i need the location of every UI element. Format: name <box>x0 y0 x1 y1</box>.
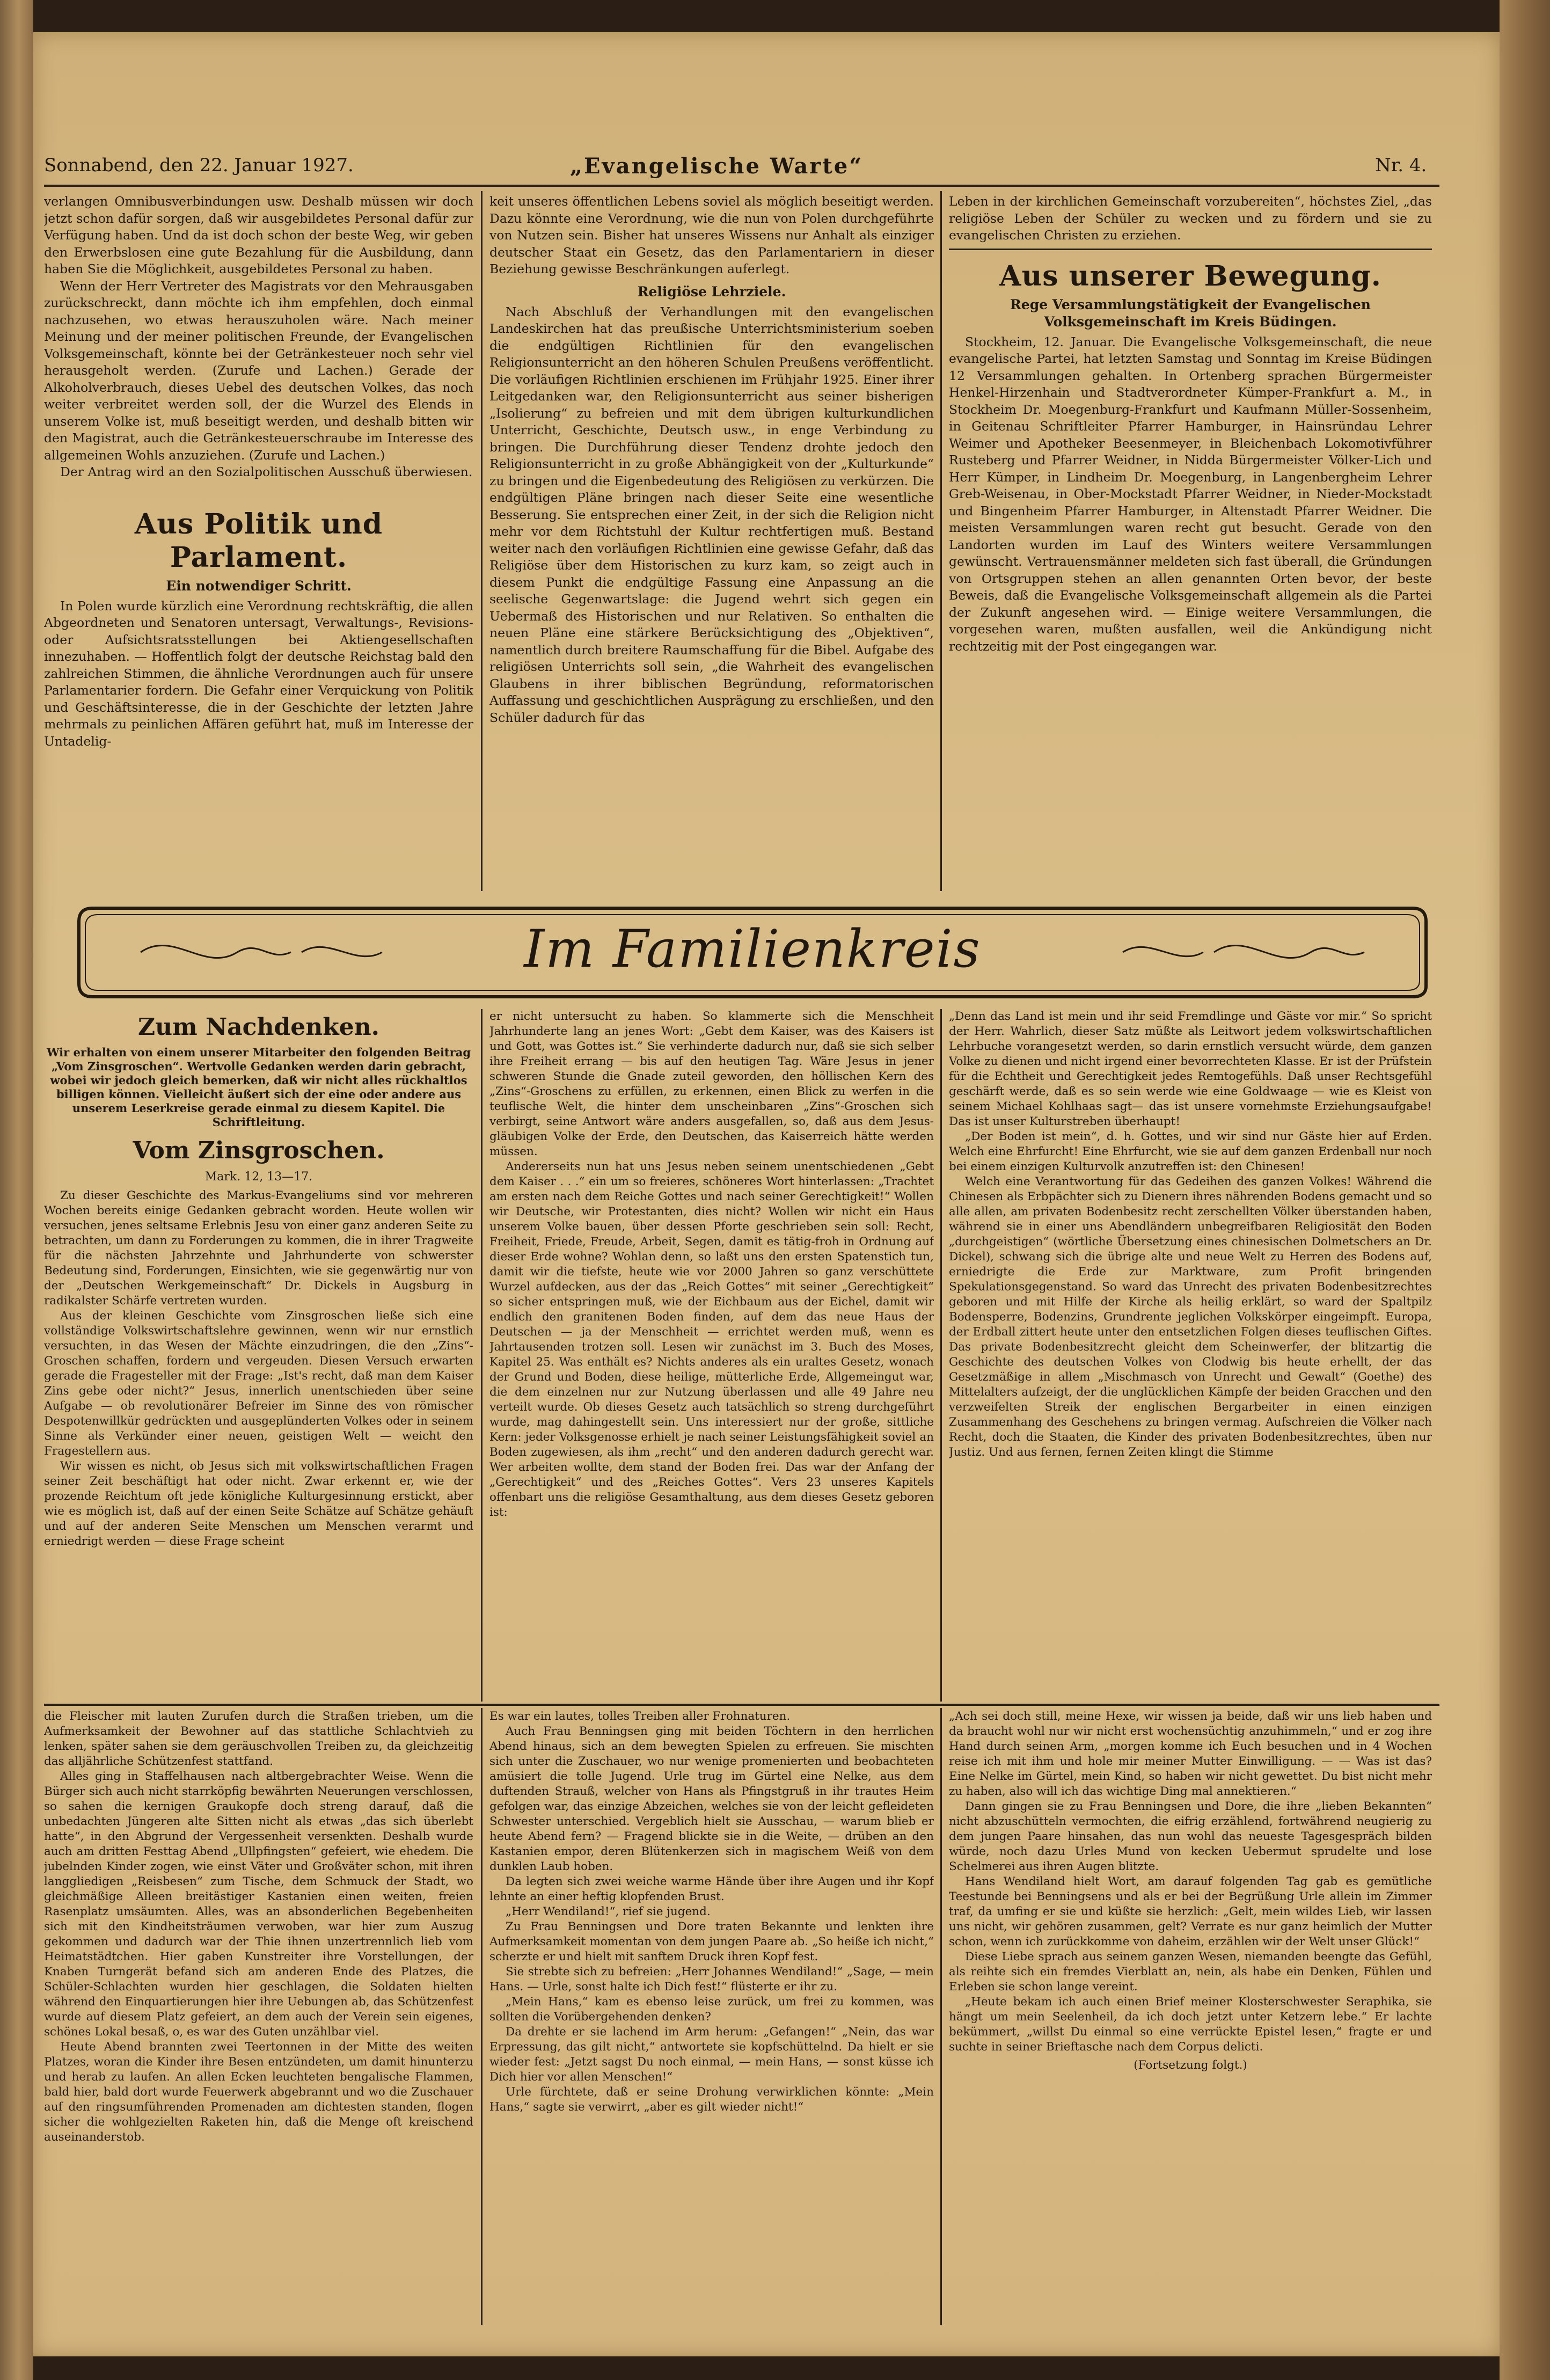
section-rule <box>44 1704 1439 1706</box>
scripture-reference: Mark. 12, 13—17. <box>204 1170 313 1184</box>
family-column-1 <box>44 1009 473 1702</box>
editor-note: Wir erhalten von einem unserer Mitarbeiter den folgenden Beitrag „Vom Zinsgroschen“. Wertvolle Gedanken werden darin gebracht, wobei wir jedoch gleich bemerken, daß wir nicht alles rückhaltlos billigen können. Vielleicht äußert sich der eine oder andere aus unserem Leserkreise gerade einmal zu diesem Kapitel. Die Schriftleitung. <box>46 1046 471 1129</box>
serial-column-1 <box>44 1709 473 2326</box>
paragraph: Auch Frau Benningsen ging mit beiden Töchtern in den herrlichen Abend hinaus, sich an dem bewegten Spielen zu erfreuen. Sie mischten sich unter die Zuschauer, wo nur wenige promenierten und beobachteten amüsiert die tolle Jugend. Urle trug im Gürtel eine Nelke, aus dem duftenden Strauß, welcher von Hans als Pfingstgruß in ihr trautes Heim gefolgen war, das einzige Abzeichen, welches sie von der leicht gefleideten Schwester unterschied. Vergeblich hielt sie Ausschau, — warum blieb er heute Abend fern? — Fragend blickte sie in die Weite, — drüben an den Kastanien empor, deren Blütenkerzen sich in magischem Weiß von dem dunklen Laub hoben. <box>489 1725 934 1873</box>
article-title: Vom Zinsgroschen. <box>133 1137 385 1164</box>
column-rule <box>940 191 942 891</box>
column-rule <box>940 1708 942 2325</box>
paragraph: keit unseres öffentlichen Lebens soviel als möglich beseitigt werden. Dazu könnte eine Verordnung, wie die nun von Polen durchgeführte von Nutzen sein. Bisher hat unseres Wissens nur Anhalt als einziger deutscher Staat ein Gesetz, das den Parlamentariern in dieser Beziehung gewisse Beschränkungen auferlegt. <box>489 194 934 276</box>
paragraph: Sie strebte sich zu befreien: „Herr Johannes Wendiland!“ „Sage, — mein Hans. — Urle, sonst halte ich Dich fest!“ flüsterte er ihr zu. <box>489 1965 934 1994</box>
column-rule <box>481 191 482 891</box>
paragraph: Andererseits nun hat uns Jesus neben seinem unentschiedenen „Gebt dem Kaiser . . .“ ein um so freieres, schöneres Wort hinterlassen: „Trachtet am ersten nach dem Reiche Gottes und nach seiner Gerechtigkeit!“ Wollen wir Deutsche, wir Protestanten, dies nicht? Wollen wir nicht ein Haus unserem Volke bauen, über dessen Pforte geschrieben sein soll: Recht, Freiheit, Friede, Freude, Arbeit, Segen, damit es tätig-froh in Ordnung auf dieser Erde wohne? Wohlan denn, so laßt uns den ersten Spatenstich tun, damit wir die tiefste, heute wie vor 2000 Jahren so ganz verschüttete Wurzel aufdecken, aus der das „Reich Gottes“ mit seiner „Gerechtigkeit“ so sicher entspringen muß, wie der Eichbaum aus der Eichel, damit wir endlich den granitenen Boden finden, auf dem das neue Haus der Deutschen — ja der Menschheit — errichtet werden muß, wenn es Jahrtausenden trotzen soll. Lesen wir zunächst im 3. Buch des Moses, Kapitel 25. Was enthält es? Nichts anderes als ein uraltes Gesetz, wonach der Grund und Boden, diese heilige, mütterliche Erde, Allgemeingut war, die dem einzelnen nur zur Nutzung überlassen und alle 49 Jahre neu verteilt wurde. Ob dieses Gesetz auch tatsächlich so streng durchgeführt wurde, mag dahingestellt sein. Uns interessiert nur der große, sittliche Kern: jeder Volksgenosse erhielt je nach seiner Leistungsfähigkeit soviel an Boden zugewiesen, als ihm „recht“ und den anderen dadurch gerecht war. Wer arbeiten wollte, dem stand der Boden frei. Das war der Anfang der „Gerechtigkeit“ und des „Reiches Gottes“. Vers 23 unseres Kapitels offenbart uns die religiöse Gesamthaltung, aus dem dieses Gesetz geboren ist: <box>489 1160 934 1519</box>
subheading: Religiöse Lehrziele. <box>637 283 786 300</box>
top-column-3 <box>949 193 1432 891</box>
paragraph: Zu dieser Geschichte des Markus-Evangeliums sind vor mehreren Wochen bereits einige Gedanken gebracht worden. Heute wollen wir versuchen, jenes seltsame Erlebnis Jesu von einer ganz anderen Seite zu betrachten, um dann zu Forderungen zu kommen, die in ihrer Tragweite für die nächsten Jahrzehnte und Jahrhunderte von schwerster Bedeutung sind, Forderungen, Einsichten, wie sie gegenwärtig nur von der „Deutschen Werkgemeinschaft“ Dr. Dickels in Augsburg in radikalster Schärfe vertreten wurden. <box>44 1189 473 1308</box>
book-spine-edge <box>1500 0 1550 2380</box>
paragraph: Urle fürchtete, daß er seine Drohung verwirklichen könnte: „Mein Hans,“ sagte sie verwirrt, „aber es gilt wieder nicht!“ <box>489 2085 934 2114</box>
paragraph: er nicht untersucht zu haben. So klammerte sich die Menschheit Jahrhunderte lang an jenes Wort: „Gebt dem Kaiser, was des Kaisers ist und Gott, was Gottes ist.“ Sie verhinderte dadurch nur, daß sie sich selber ihre Freiheit errang — bis auf den heutigen Tag. Wäre Jesus in jener schweren Stunde die Gnade zuteil geworden, den höllischen Kern des „Zins“-Groschens zu erfüllen, zu erkennen, einen Blick zu werfen in die teuflische Welt, die hinter dem unscheinbaren „Zins“-Groschen sich verbirgt, seine Antwort wäre anders ausgefallen, so, daß aus dem Jesus-gläubigen Volke der Erde, den Deutschen, das Kaiserreich hätte werden müssen. <box>489 1010 934 1158</box>
paragraph: Der Antrag wird an den Sozialpolitischen Ausschuß überwiesen. <box>60 464 473 479</box>
paragraph: „Mein Hans,“ kam es ebenso leise zurück, um frei zu kommen, was sollten die Vorübergehenden denken? <box>489 1995 934 2024</box>
newspaper-page <box>33 32 1500 2356</box>
paragraph: „Der Boden ist mein“, d. h. Gottes, und wir sind nur Gäste hier auf Erden. Welch eine Ehrfurcht! Eine Ehrfurcht, wie sie auf dem ganzen Erdenball nur noch bei einem einzigen Kulturvolk anzutreffen ist: den Chinesen! <box>949 1130 1432 1173</box>
header-rule <box>44 185 1439 187</box>
section-title: Aus unserer Bewegung. <box>999 259 1381 293</box>
paragraph: Da drehte er sie lachend im Arm herum: „Gefangen!“ „Nein, das war Erpressung, das gilt nicht,“ antwortete sie kopfschüttelnd. Da hielt er sie wieder fest: „Jetzt sagst Du noch einmal, — mein Hans, — sonst küsse ich Dich hier vor allen Menschen!“ <box>489 2025 934 2084</box>
section-title: Aus Politik und Parlament. <box>134 507 383 574</box>
section-subtitle: Ein notwendiger Schritt. <box>166 578 352 594</box>
column-rule <box>940 1009 942 1702</box>
paragraph: Wenn der Herr Vertreter des Magistrats vor den Mehrausgaben zurückschreckt, dann möchte ich ihm empfehlen, doch einmal nachzusehen, wo etwas herauszuholen wäre. Nach meiner Meinung und der meiner politischen Freunde, der Evangelischen Volksgemeinschaft, könnte bei der Getränkesteuer noch sehr viel herausgeholt werden. (Zurufe und Lachen.) Gerade der Alkoholverbrauch, dieses Uebel des deutschen Volkes, das noch weiter verbreitet werden soll, der die Wurzel des Elends in unserem Volke ist, muß beseitigt werden, und deshalb bitten wir den Magistrat, auch die Getränkesteuerschraube im Interesse des allgemeinen Wohls anzuziehen. (Zurufe und Lachen.) <box>44 278 473 463</box>
header-date: Sonnabend, den 22. Januar 1927. <box>44 155 354 176</box>
paragraph: Da legten sich zwei weiche warme Hände über ihre Augen und ihr Kopf lehnte an einer heftig klopfenden Brust. <box>489 1875 934 1903</box>
paragraph: Nach Abschluß der Verhandlungen mit den evangelischen Landeskirchen hat das preußische Unterrichtsministerium soeben die endgültigen Richtlinien für den evangelischen Religionsunterricht an den höheren Schulen Preußens veröffentlicht. Die vorläufigen Richtlinien erschienen im Frühjahr 1925. Einer ihrer Leitgedanken war, den Religionsunterricht aus seiner bisherigen „Isolierung“ zu befreien und mit dem übrigen kulturkundlichen Unterricht, Geschichte, Deutsch usw., in enge Verbindung zu bringen. Die Durchführung dieser Tendenz drohte jedoch den Religionsunterricht in zu große Abhängigkeit von der „Kulturkunde“ zu bringen und die Eigenbedeutung des Religiösen zu verkürzen. Die endgültigen Pläne bringen nach dieser Seite eine wesentliche Besserung. Sie entsprechen einer Zeit, in der sich die Religion nicht mehr vor dem Richtstuhl der Kultur rechtfertigen muß. Bestand weiter nach den vorläufigen Richtlinien eine gewisse Gefahr, daß das Religiöse über dem Historischen zu kurz kam, so zeigt auch in diesem Punkt die endgültige Fassung eine Anpassung an die seelische Gegenwartslage: die Jugend wehrt sich gegen ein Uebermaß des Historischen und nur Relativen. So enthalten die neuen Pläne eine stärkere Berücksichtigung des „Objektiven“, namentlich durch breitere Raumschaffung für die Bibel. Aufgabe des religiösen Unterrichts soll sein, „die Wahrheit des evangelischen Glaubens in ihrer biblischen Begründung, reformatorischen Auffassung und geschichtlichen Ausprägung zu erschließen, und den Schüler dadurch für das <box>489 304 934 725</box>
family-title: Im Familienkreis <box>524 919 981 979</box>
continuation-note: (Fortsetzung folgt.) <box>1134 2058 1247 2072</box>
paragraph: Alles ging in Staffelhausen nach altbergebrachter Weise. Wenn die Bürger sich auch nicht starrköpfig bewährten Neuerungen verschlossen, so sahen die kernigen Graukopfe doch streng darauf, daß die unbedachten Jüngeren alte Sitten nicht als etwas „das sich überlebt hatte“, in den Abgrund der Vergessenheit versenkten. Deshalb wurde auch am dritten Festtag Abend „Ullpfingsten“ gefeiert, wie ehedem. Die jubelnden Kinder zogen, wie einst Väter und Großväter schon, mit ihren langgliedigen „Reisbesen“ zum Tische, dem Schmuck der Stadt, wo gleichmäßige Alleen breitästiger Kastanien einen weiten, freien Rasenplatz umsäumten. Alles, was an absonderlichen Begebenheiten sich mit den Kindheitsträumen verwoben, war hier zum Auszug gekommen und dadurch war der Thie ihnen unzertrennlich lieb vom Heimatstädtchen. Hier gaben Kunstreiter ihre Vorstellungen, der Knaben Turngerät befand sich am anderen Ende des Platzes, die Schüler-Schlachten wurden hier geschlagen, die Soldaten hielten während den Einquartierungen hier ihre Uebungen ab, das Schützenfest wurde auf diesem Platz gefeiert, an dem auch der Verein sein eigenes, schönes Lokal besaß, o, es war des Guten unzählbar viel. <box>44 1770 473 2039</box>
article-title: Zum Nachdenken. <box>137 1013 380 1041</box>
family-banner <box>76 897 1429 1005</box>
paragraph: Aus der kleinen Geschichte vom Zinsgroschen ließe sich eine vollständige Volkswirtschaftslehre gewinnen, wenn wir nur ernstlich versuchten, in das Wesen der Mächte einzudringen, die den „Zins“-Groschen schaffen, fordern und vergeuden. Diesen Versuch erwarten gerade die Fragesteller mit der Frage: „Ist's recht, daß man dem Kaiser Zins gebe oder nicht?“ Jesus, innerlich unentschieden über seine Aufgabe — ob revolutionärer Befreier im Sinne des von römischer Despotenwillkür gedrückten und ausgeplünderten Volkes oder in seinem Sinne als Verkünder einer neuen, geistigen Welt — weicht den Fragestellern aus. <box>44 1309 473 1458</box>
paragraph: In Polen wurde kürzlich eine Verordnung rechtskräftig, die allen Abgeordneten und Senatoren untersagt, Verwaltungs-, Revisions- oder Aufsichtsratsstellungen bei Aktiengesellschaften innezuhaben. — Hoffentlich folgt der deutsche Reichstag bald den zahlreichen Stimmen, die ähnliche Verordnungen auch für unsere Parlamentarier fordern. Die Gefahr einer Verquickung von Politik und Geschäftsinteresse, die in der Geschichte der letzten Jahre mehrmals zu peinlichen Affären geführt hat, muß im Interesse der Untadelig- <box>44 598 473 749</box>
family-column-3 <box>949 1009 1432 1702</box>
previous-page-edge <box>0 0 33 2380</box>
header-issue: Nr. 4. <box>1375 155 1427 176</box>
paragraph: Es war ein lautes, tolles Treiben aller Frohnaturen. <box>489 1710 791 1723</box>
paragraph: „Ach sei doch still, meine Hexe, wir wissen ja beide, daß wir uns lieb haben und da braucht wohl nur wir nicht erst wochensüchtig anzuhimmeln,“ und er zog ihre Hand durch seinen Arm, „morgen komme ich Euch besuchen und in 4 Wochen reise ich mit ihm und hole mir meiner Mutter Einwilligung. — — Was ist das? Eine Nelke im Gürtel, mein Kind, so haben wir nicht gewettet. Du bist nicht mehr zu haben, also will ich das wichtige Ding mal annektieren.“ <box>949 1710 1432 1798</box>
column-rule <box>481 1708 482 2325</box>
serial-column-3 <box>949 1709 1432 2326</box>
paragraph: Leben in der kirchlichen Gemeinschaft vorzubereiten“, höchstes Ziel, „das religiöse Leben der Schüler zu wecken und zu fördern und sie zu evangelischen Christen zu erziehen. <box>949 194 1432 243</box>
family-column-2 <box>489 1009 934 1702</box>
serial-column-2 <box>489 1709 934 2326</box>
paragraph: Stockheim, 12. Januar. Die Evangelische Volksgemeinschaft, die neue evangelische Partei, hat letzten Samstag und Sonntag im Kreise Büdingen 12 Versammlungen gehalten. In Ortenberg sprachen Bürgermeister Henkel-Hirzenhain und Stadtverordneter Kümper-Frankfurt a. M., in Stockheim Dr. Moegenburg-Frankfurt und Kaufmann Müller-Sossenheim, in Geitenau Schriftleiter Pfarrer Hamburger, in Hainsründau Lehrer Weimer und Apotheker Beesenmeyer, in Bleichenbach Lokomotivführer Rusteberg und Pfarrer Weidner, in Nidda Bürgermeister Völker-Lich und Herr Kümper, in Lindheim Dr. Moegenburg, in Langenbergheim Lehrer Greb-Weisenau, in Ober-Mockstadt Pfarrer Weidner, in Nieder-Mockstadt und Bingenheim Pfarrer Hamburger, in Altenstadt Pfarrer Weidner. Die meisten Versammlungen waren recht gut besucht. Gerade von den Landorten wurden im Lauf des Winters weitere Versammlungen gewünscht. Vertrauensmänner meldeten sich fast überall, die Gründungen von Ortsgruppen stehen an allen genannten Orten bevor, der beste Beweis, daß die Evangelische Volksgemeinschaft allgemein als die Partei der Zukunft angesehen wird. — Einige weitere Versammlungen, die vorgesehen waren, mußten ausfallen, weil die Ankündigung nicht rechtzeitig mit der Post eingegangen war. <box>949 334 1432 654</box>
top-column-2 <box>489 193 934 891</box>
paragraph: Wir wissen es nicht, ob Jesus sich mit volkswirtschaftlichen Fragen seiner Zeit beschäftigt hat oder nicht. Zwar erkennt er, wie der prozende Reichtum oft jede königliche Kulturgesinnung erstickt, aber wie es möglich ist, daß auf der einen Seite Schätze auf Schätze gehäuft und auf der anderen Seite Menschen um Menschen verarmt und erniedrigt werden — diese Frage scheint <box>44 1459 473 1548</box>
paragraph: Welch eine Verantwortung für das Gedeihen des ganzen Volkes! Während die Chinesen als Erbpächter sich zu Dienern ihres nährenden Bodens gemacht und so alle allen, am privaten Bodenbesitz recht zerschellten Völker überstanden haben, während sie in einer uns Abendländern unbegreifbaren Religiosität den Boden „durchgeistigen“ (wörtliche Übersetzung eines chinesischen Dolmetschers an Dr. Dickel), schwang sich die übrige alte und neue Welt zu Herren des Bodens auf, erniedrigte die Erde zur Marktware, zum Profit bringenden Spekulationsgegenstand. So ward das Unrecht des privaten Bodenbesitzrechtes geboren und mit Hilfe der Kirche als heilig erklärt, so ward der Spaltpilz Bodensperre, Bodenzins, Grundrente jeglichen Volkskörper eingeimpft. Europa, der Erdball zittert heute unter den entsetzlichen Folgen dieses teuflischen Giftes. Das private Bodenbesitzrecht gleicht dem Scheinwerfer, der blitzartig die Geschichte des deutschen Volkes von Clodwig bis heute erhellt, der das Gesetzmäßige in allem „Mischmasch von Unrecht und Gewalt“ (Goethe) des Mittelalters aufzeigt, der die unglücklichen Kämpfe der beiden Gracchen und den verzweifelten Streik der englischen Bergarbeiter in einen einzigen Zusammenhang des Geschehens zu bringen vermag. Aufschreien die Völker nach Recht, doch die Staaten, die Kinder des privaten Bodenbesitzrechtes, üben nur Justiz. Und aus fernen, fernen Zeiten klingt die Stimme <box>949 1175 1432 1459</box>
header-paper-title: „Evangelische Warte“ <box>570 154 864 179</box>
paragraph: die Fleischer mit lauten Zurufen durch die Straßen trieben, um die Aufmerksamkeit der Bewohner auf das stattliche Schlachtvieh zu lenken, später sahen sie dem geräuschvollen Treiben zu, da gleichzeitig das alljährliche Schützenfest stattfand. <box>44 1710 473 1768</box>
paragraph: Hans Wendiland hielt Wort, am darauf folgenden Tag gab es gemütliche Teestunde bei Benningsens und als er bei der Begrüßung Urle allein im Zimmer traf, da umfing er sie und küßte sie herzlich: „Gelt, mein wildes Lieb, wir lassen uns nicht, wir gehören zusammen, gelt? Verrate es nur ganz heimlich der Mutter schon, wenn ich zurückkomme von daheim, erzählen wir der Welt unser Glück!“ <box>949 1875 1432 1948</box>
paragraph: „Denn das Land ist mein und ihr seid Fremdlinge und Gäste vor mir.“ So spricht der Herr. Wahrlich, dieser Satz müßte als Leitwort jedem volkswirtschaftlichen Lehrbuche vorangesetzt werden, so darin ernstlich versucht würde, dem ganzen Volke zu dienen und nicht irgend einer bevorrechteten Klasse. Er ist der Prüfstein für die Echtheit und Gerechtigkeit jedes Remtogefühls. Daß unser Rechtsgefühl geschärft werde, daß es so sein werde wie eine Goldwaage — wie es Kleist von seinem Michael Kohlhaas sagt— das ist unsere vornehmste Erziehungsaufgabe! Das ist unser Kulturstreben überhaupt! <box>949 1010 1432 1128</box>
paragraph: Heute Abend brannten zwei Teertonnen in der Mitte des weiten Platzes, woran die Kinder ihre Besen entzündeten, um damit hinunterzu und herab zu laufen. An allen Ecken leuchteten bengalische Flammen, bald hier, bald dort wurde Feuerwerk abgebrannt und wo die Zuschauer auf den ringsumführenden Promenaden am dichtesten standen, flogen sicher die wohlgezielten Raketen hin, daß die Menge oft kreischend auseinanderstob. <box>44 2040 473 2144</box>
paragraph: Diese Liebe sprach aus seinem ganzen Wesen, niemanden beengte das Gefühl, als reihte sich ein fremdes Vierblatt an, nein, als habe ein Denken, Fühlen und Erleben sie schon lange vereint. <box>949 1950 1432 1994</box>
column-rule <box>481 1009 482 1702</box>
section-subtitle: Rege Versammlungstätigkeit der Evangelischen Volksgemeinschaft im Kreis Büdingen. <box>1010 296 1371 330</box>
paragraph: „Heute bekam ich auch einen Brief meiner Klosterschwester Seraphika, sie hängt um mein Seelenheil, da ich doch jetzt unter Ketzern lebe.“ Er lachte bekümmert, „willst Du einmal so eine verrückte Epistel lesen,“ fragte er und suchte in seiner Brieftasche nach dem Corpus delicti. <box>949 1995 1432 2054</box>
top-column-1 <box>44 193 473 891</box>
divider <box>949 249 1432 250</box>
paragraph: „Herr Wendiland!“, rief sie jugend. <box>506 1905 711 1918</box>
paragraph: verlangen Omnibusverbindungen usw. Deshalb müssen wir doch jetzt schon dafür sorgen, daß wir ausgebildetes Personal dafür zur Verfügung haben. Und da ist doch schon der beste Weg, wir geben den Erwerbslosen eine gute Bezahlung für die Ausbildung, dann haben Sie die Möglichkeit, ausgebildetes Personal zu haben. <box>44 194 473 276</box>
paragraph: Zu Frau Benningsen und Dore traten Bekannte und lenkten ihre Aufmerksamkeit momentan von dem jungen Paare ab. „So heiße ich nicht,“ scherzte er und hielt mit sanftem Druck ihren Kopf fest. <box>489 1920 934 1963</box>
paragraph: Dann gingen sie zu Frau Benningsen und Dore, die ihre „lieben Bekannten“ nicht abzuschütteln vermochten, die eifrig erzählend, fortwährend neugierig zu dem jungen Paare hinsahen, das nun wohl das neueste Tagesgespräch bilden würde, noch dazu Urles Mund von kecken Uebermut sprudelte und lose Schelmerei aus ihren Augen blitzte. <box>949 1800 1432 1873</box>
